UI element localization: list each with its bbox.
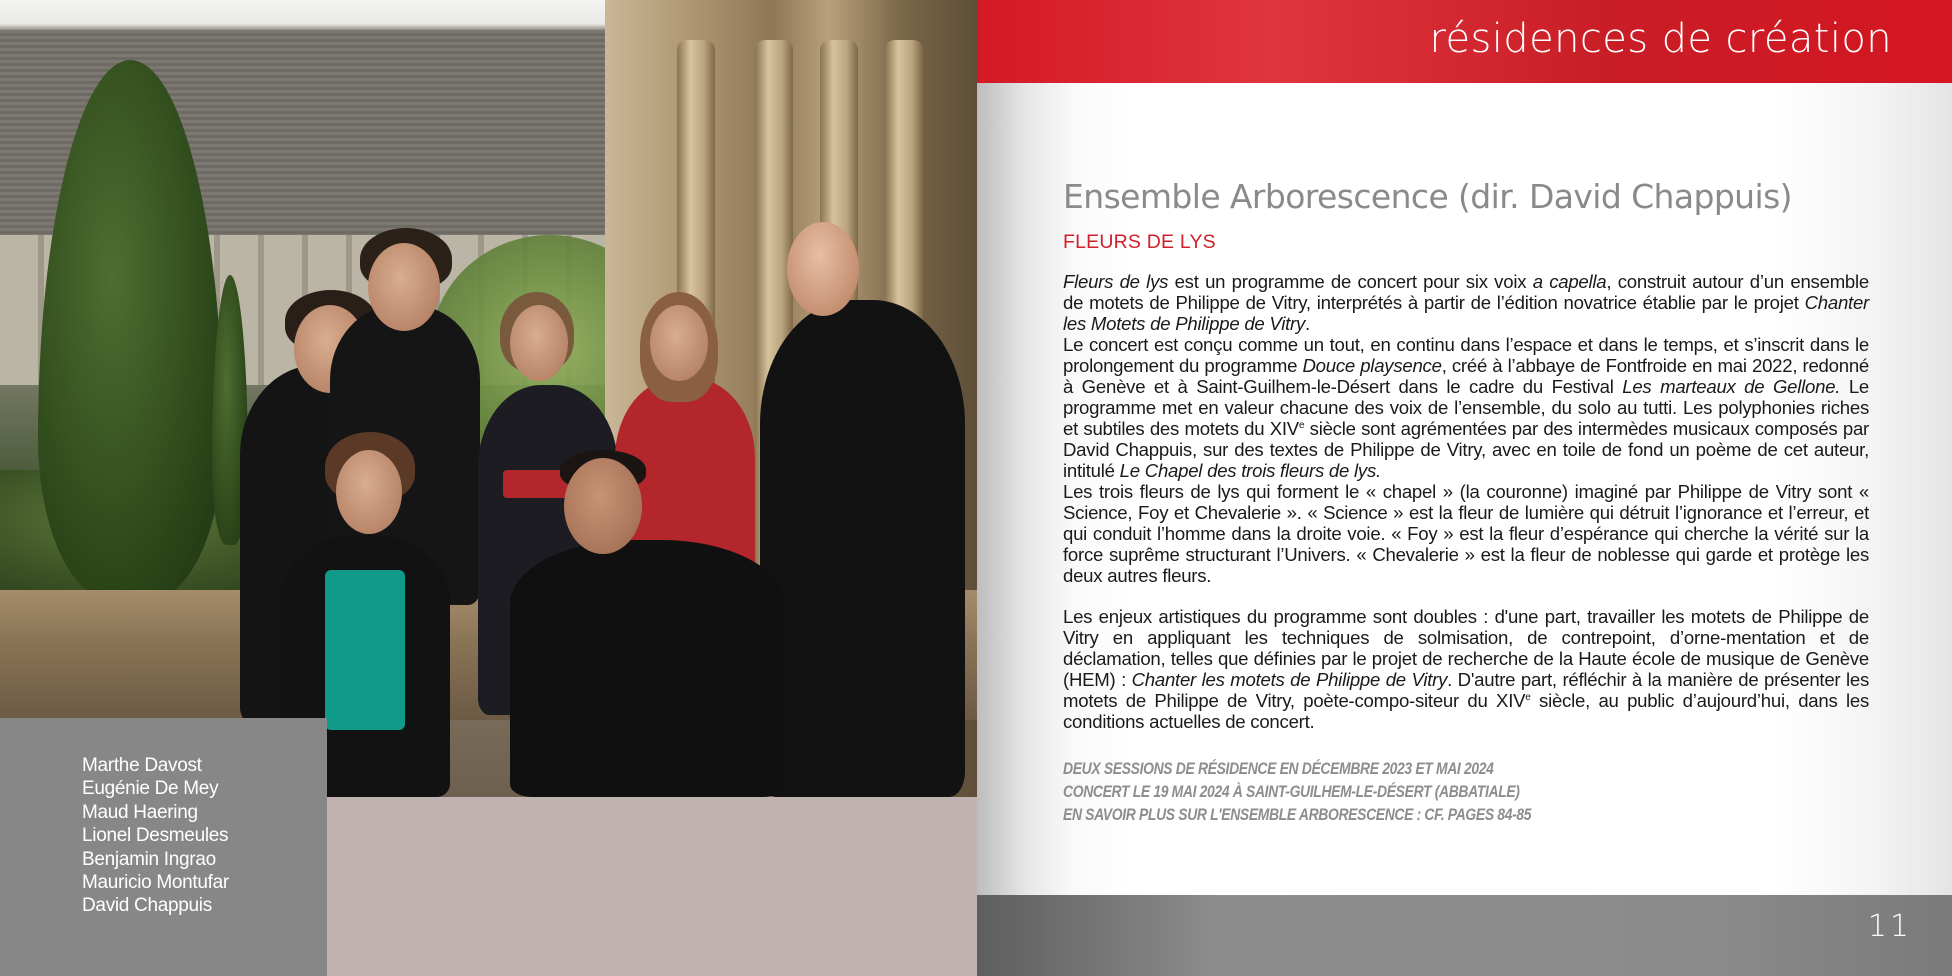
member-name: Eugénie De Mey bbox=[82, 778, 219, 800]
member-name: Marthe Davost bbox=[82, 755, 202, 776]
members-caption-box bbox=[0, 718, 327, 976]
info-line-more: EN SAVOIR PLUS SUR L'ENSEMBLE ARBORESCENCE : CF. PAGES 84-85 bbox=[1063, 806, 1532, 824]
article-body bbox=[1063, 175, 1869, 827]
residency-info bbox=[1063, 758, 1869, 827]
right-page bbox=[977, 0, 1952, 976]
section-title: résidences de création bbox=[1429, 16, 1892, 62]
member-list bbox=[82, 754, 229, 918]
paragraph: Les enjeux artistiques du programme sont doubles : d'une part, travailler les motets de Philippe de Vitry en appliquant les techniques de solmisation, de contrepoint, d’orne-mentation et de déclamation, telles que définies par le projet de recherche de la Haute école de musique de Genève (HEM) : Chanter les motets de Philippe de Vitry. D'autre part, réfléchir à la manière de présenter les motets de Philippe de Vitry, poète-compo-siteur du XIVe siècle, au public d’aujourd’hui, dans les conditions actuelles de concert. bbox=[1063, 606, 1869, 732]
program-title: FLEURS DE LYS bbox=[1063, 231, 1216, 253]
member-name: Lionel Desmeules bbox=[82, 825, 229, 847]
paragraph: Fleurs de lys est un programme de concert pour six voix a capella, construit autour d’un ensemble de motets de Philippe de Vitry, interprétés à partir de l’édition novatrice établie par le projet Chanter les Motets de Philippe de Vitry. bbox=[1063, 271, 1869, 334]
info-line-concert: CONCERT LE 19 MAI 2024 À SAINT-GUILHEM-LE-DÉSERT (ABBATIALE) bbox=[1063, 783, 1520, 801]
info-line-sessions: DEUX SESSIONS DE RÉSIDENCE EN DÉCEMBRE 2023 ET MAI 2024 bbox=[1063, 760, 1494, 778]
paragraph: Le concert est conçu comme un tout, en continu dans l’espace et dans le temps, et s’inscrit dans le prolongement du programme Douce playsence, créé à l’abbaye de Fontfroide en mai 2022, redonné à Genève et à Saint-Guilhem-le-Désert dans le cadre du Festival Les marteaux de Gellone. Le programme met en valeur chacune des voix de l’ensemble, du solo au tutti. Les polyphonies riches et subtiles des motets du XIVe siècle sont agrémentées par des intermèdes musicaux composés par David Chappuis, sur des textes de Philippe de Vitry, avec en toile de fond un poème de cet auteur, intitulé Le Chapel des trois fleurs de lys. bbox=[1063, 334, 1869, 481]
member-name: Benjamin Ingrao bbox=[82, 848, 216, 870]
member-name: Maud Haering bbox=[82, 801, 198, 823]
member-name: David Chappuis bbox=[82, 895, 212, 917]
footer-band bbox=[977, 895, 1952, 976]
section-header-band bbox=[977, 0, 1952, 83]
ensemble-group-photo bbox=[0, 0, 977, 797]
ensemble-title: Ensemble Arborescence (dir. David Chappuis) bbox=[1063, 177, 1792, 216]
page-number: 11 bbox=[1867, 909, 1912, 944]
paragraph: Les trois fleurs de lys qui forment le « chapel » (la couronne) imaginé par Philippe de Vitry sont « Science, Foy et Chevalerie ». « Science » est la fleur de lumière qui détruit l’ignorance et l’erreur, et qui conduit l’homme dans la droite voie. « Foy » est la fleur d’espérance qui cherche la vérité sur la force suprême structurant l’Univers. « Chevalerie » est la fleur de noblesse qui garde et protège les deux autres fleurs. bbox=[1063, 481, 1869, 586]
member-name: Mauricio Montufar bbox=[82, 872, 229, 894]
